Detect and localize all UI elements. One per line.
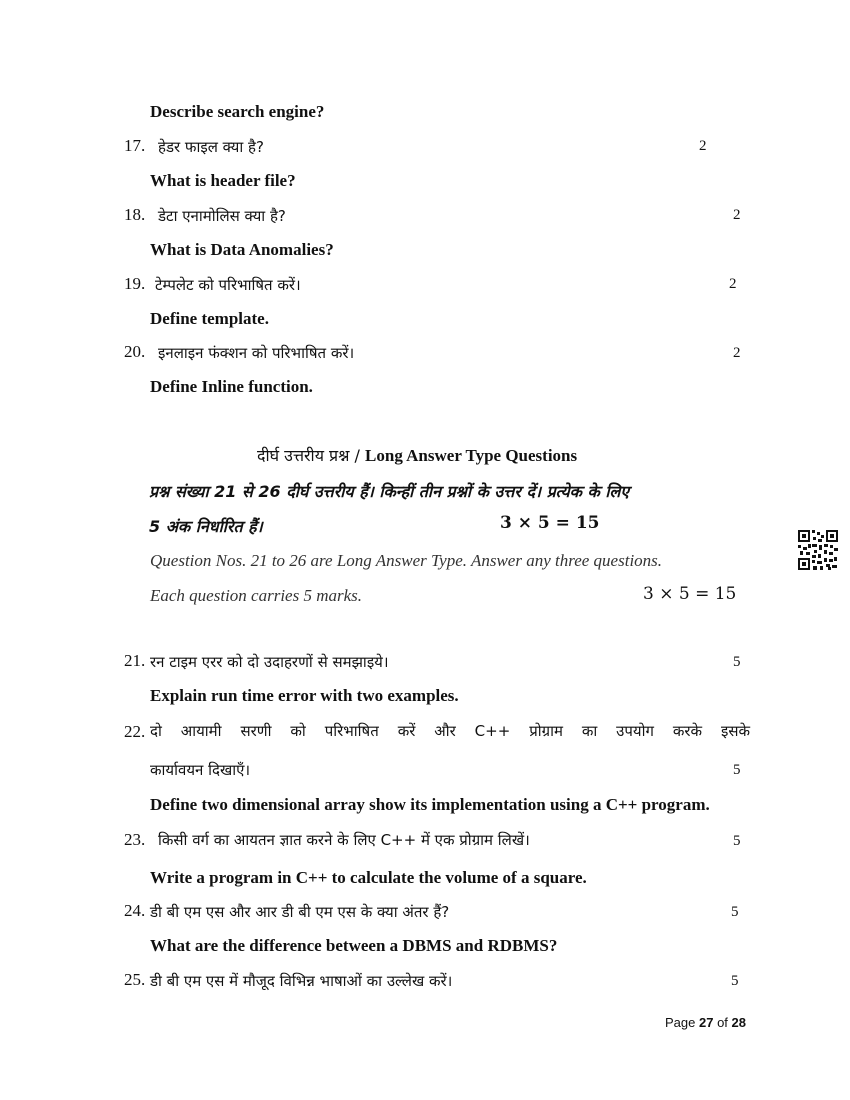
q20-marks: 2: [733, 345, 741, 361]
q18-hindi: डेटा एनामोलिस क्या है?: [158, 207, 286, 225]
q22-hindi-line1: दो आयामी सरणी को परिभाषित करें और C++ प्रोग्राम का उपयोग करके इसके: [150, 722, 750, 740]
q22-number: 22.: [124, 722, 146, 741]
q23-english: Write a program in C++ to calculate the volume of a square.: [150, 868, 587, 887]
q23-marks: 5: [733, 833, 741, 849]
q25-hindi: डी बी एम एस में मौजूद विभिन्न भाषाओं का उल्लेख करें।: [150, 972, 453, 990]
marks-formula-hindi: 3 × 5 = 15: [500, 513, 600, 533]
q24-hindi: डी बी एम एस और आर डी बी एम एस के क्या अंतर हैं?: [150, 903, 450, 921]
instructions-hindi-line2: 5 अंक निर्धारित हैं।: [149, 517, 263, 536]
qr-code-icon: [798, 530, 838, 570]
page-number: 27: [698, 1015, 714, 1030]
q23-number: 23.: [124, 830, 146, 849]
q24-marks: 5: [731, 904, 739, 920]
marks-formula-english: 3 × 5 = 15: [643, 584, 737, 604]
q24-number: 24.: [124, 901, 146, 920]
instructions-english-line1: Question Nos. 21 to 26 are Long Answer Type. Answer any three questions.: [150, 551, 663, 570]
instructions-hindi-line1: प्रश्न संख्या 21 से 26 दीर्घ उत्तरीय हैं। किन्हीं तीन प्रश्नों के उत्तर दें। प्रत्येक के लिए: [149, 482, 630, 501]
q19-number: 19.: [124, 274, 146, 293]
page-label: Page: [665, 1015, 699, 1030]
q22-marks: 5: [733, 762, 741, 778]
q20-number: 20.: [124, 342, 146, 361]
q24-english: What are the difference between a DBMS and RDBMS?: [150, 936, 558, 955]
q23-hindi: किसी वर्ग का आयतन ज्ञात करने के लिए C++ में एक प्रोग्राम लिखें।: [158, 831, 530, 849]
section-heading-english: Long Answer Type Questions: [365, 446, 578, 465]
q21-marks: 5: [733, 654, 741, 670]
q18-english: What is Data Anomalies?: [150, 240, 334, 259]
instructions-english-line2: Each question carries 5 marks.: [150, 586, 363, 605]
q17-number: 17.: [124, 136, 146, 155]
q17-english: What is header file?: [150, 171, 296, 190]
q16-english: Describe search engine?: [150, 102, 325, 121]
q25-marks: 5: [731, 973, 739, 989]
q18-marks: 2: [733, 207, 741, 223]
q21-english: Explain run time error with two examples.: [150, 686, 459, 705]
section-heading: [257, 444, 577, 466]
q25-number: 25.: [124, 970, 146, 989]
q21-hindi: रन टाइम एरर को दो उदाहरणों से समझाइये।: [150, 653, 389, 671]
q21-number: 21.: [124, 651, 146, 670]
q19-hindi: टेम्पलेट को परिभाषित करें।: [155, 276, 301, 294]
section-heading-hindi: दीर्घ उत्तरीय प्रश्न /: [257, 446, 366, 465]
q22-hindi-line2: कार्यावयन दिखाएँ।: [150, 761, 251, 779]
q22-english: Define two dimensional array show its implementation using a C++ program.: [150, 795, 710, 814]
q20-english: Define Inline function.: [150, 377, 313, 396]
q18-number: 18.: [124, 205, 146, 224]
q17-marks: 2: [699, 138, 707, 154]
q19-marks: 2: [729, 276, 737, 292]
q19-english: Define template.: [150, 309, 269, 328]
q17-hindi: हेडर फाइल क्या है?: [158, 138, 264, 156]
of-label: of: [713, 1015, 732, 1030]
page-total: 28: [731, 1015, 746, 1030]
q20-hindi: इनलाइन फंक्शन को परिभाषित करें।: [158, 344, 355, 362]
page-footer: [665, 1015, 746, 1030]
